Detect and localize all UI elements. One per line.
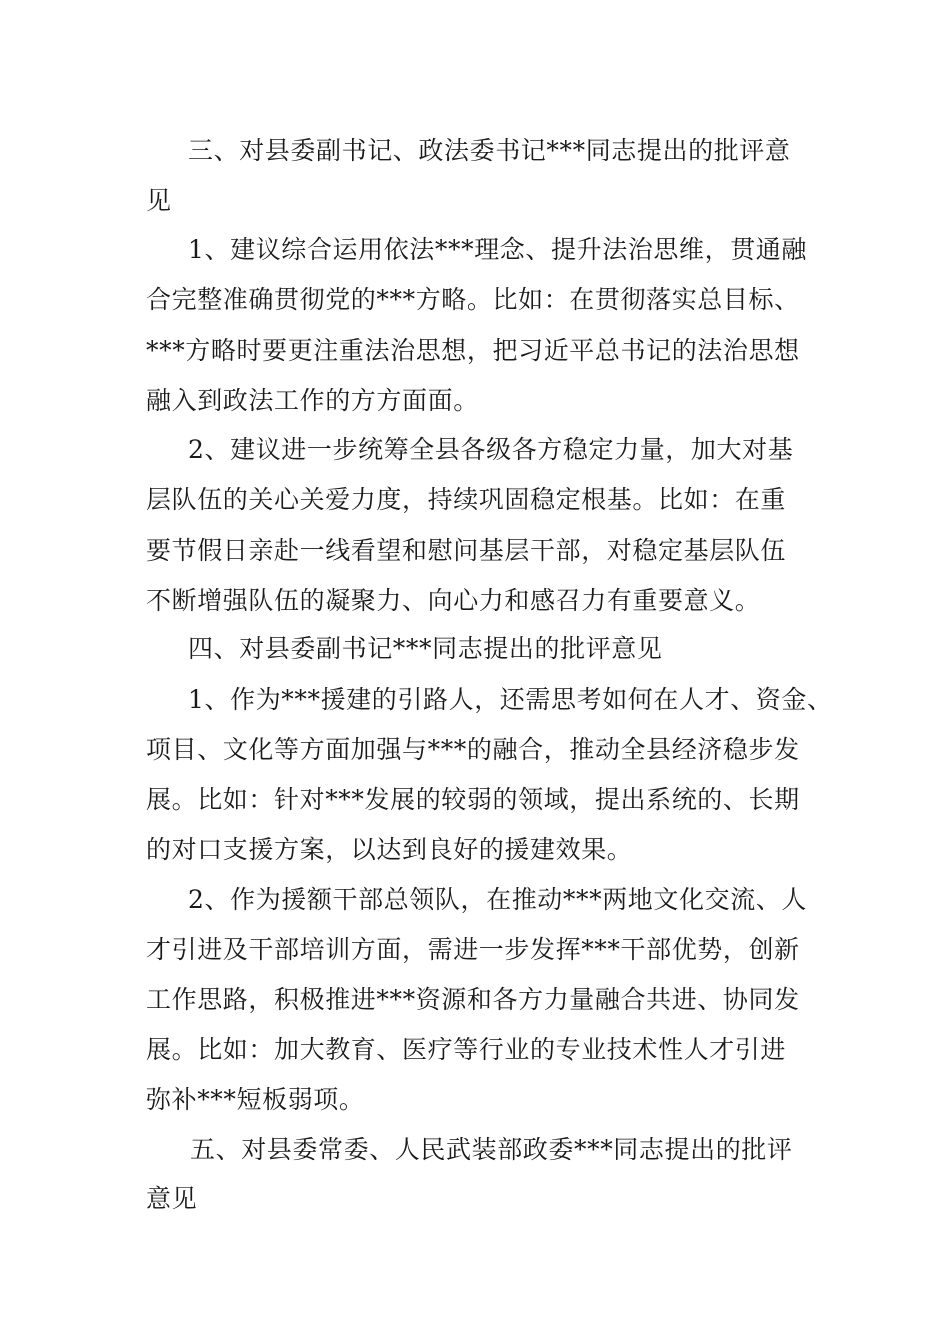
paragraph-3-2-line-4: 不断增强队伍的凝聚力、向心力和感召力有重要意义。 [146,586,761,615]
paragraph-3-2-line-1: 2、建议进一步统筹全县各级各方稳定力量，加大对基 [188,435,794,464]
paragraph-4-1-line-4: 的对口支援方案，以达到良好的援建效果。 [146,835,633,864]
paragraph-4-2-line-1: 2、作为援额干部总领队，在推动***两地文化交流、人 [188,885,808,914]
paragraph-3-1-line-3: ***方略时要更注重法治思想，把习近平总书记的法治思想 [146,336,800,365]
paragraph-4-2-line-4: 展。比如：加大教育、医疗等行业的专业技术性人才引进 [146,1035,787,1064]
paragraph-3-1-line-4: 融入到政法工作的方方面面。 [146,386,479,415]
paragraph-4-1-line-1: 1、作为***援建的引路人，还需思考如何在人才、资金、 [188,685,833,714]
paragraph-4-2-line-2: 才引进及干部培训方面，需进一步发挥***干部优势，创新 [146,935,800,964]
paragraph-3-2-line-2: 层队伍的关心关爱力度，持续巩固稳定根基。比如：在重 [146,485,787,514]
paragraph-4-1-line-3: 展。比如：针对***发展的较弱的领域，提出系统的、长期 [146,785,800,814]
section-heading-5: 五、对县委常委、人民武装部政委***同志提出的批评 [190,1135,793,1164]
section-heading-4: 四、对县委副书记***同志提出的批评意见 [188,634,663,663]
section-heading-5-cont: 意见 [146,1184,198,1213]
paragraph-3-1-line-2: 合完整准确贯彻党的***方略。比如：在贯彻落实总目标、 [146,285,800,314]
paragraph-4-2-line-3: 工作思路，积极推进***资源和各方力量融合共进、协同发 [146,985,800,1014]
paragraph-4-2-line-5: 弥补***短板弱项。 [146,1085,365,1114]
paragraph-3-1-line-1: 1、建议综合运用依法***理念、提升法治思维，贯通融 [188,235,808,264]
paragraph-3-2-line-3: 要节假日亲赴一线看望和慰问基层干部，对稳定基层队伍 [146,536,787,565]
paragraph-4-1-line-2: 项目、文化等方面加强与***的融合，推动全县经济稳步发 [146,735,800,764]
section-heading-3: 三、对县委副书记、政法委书记***同志提出的批评意 [188,136,791,165]
section-heading-3-cont: 见 [146,186,172,215]
